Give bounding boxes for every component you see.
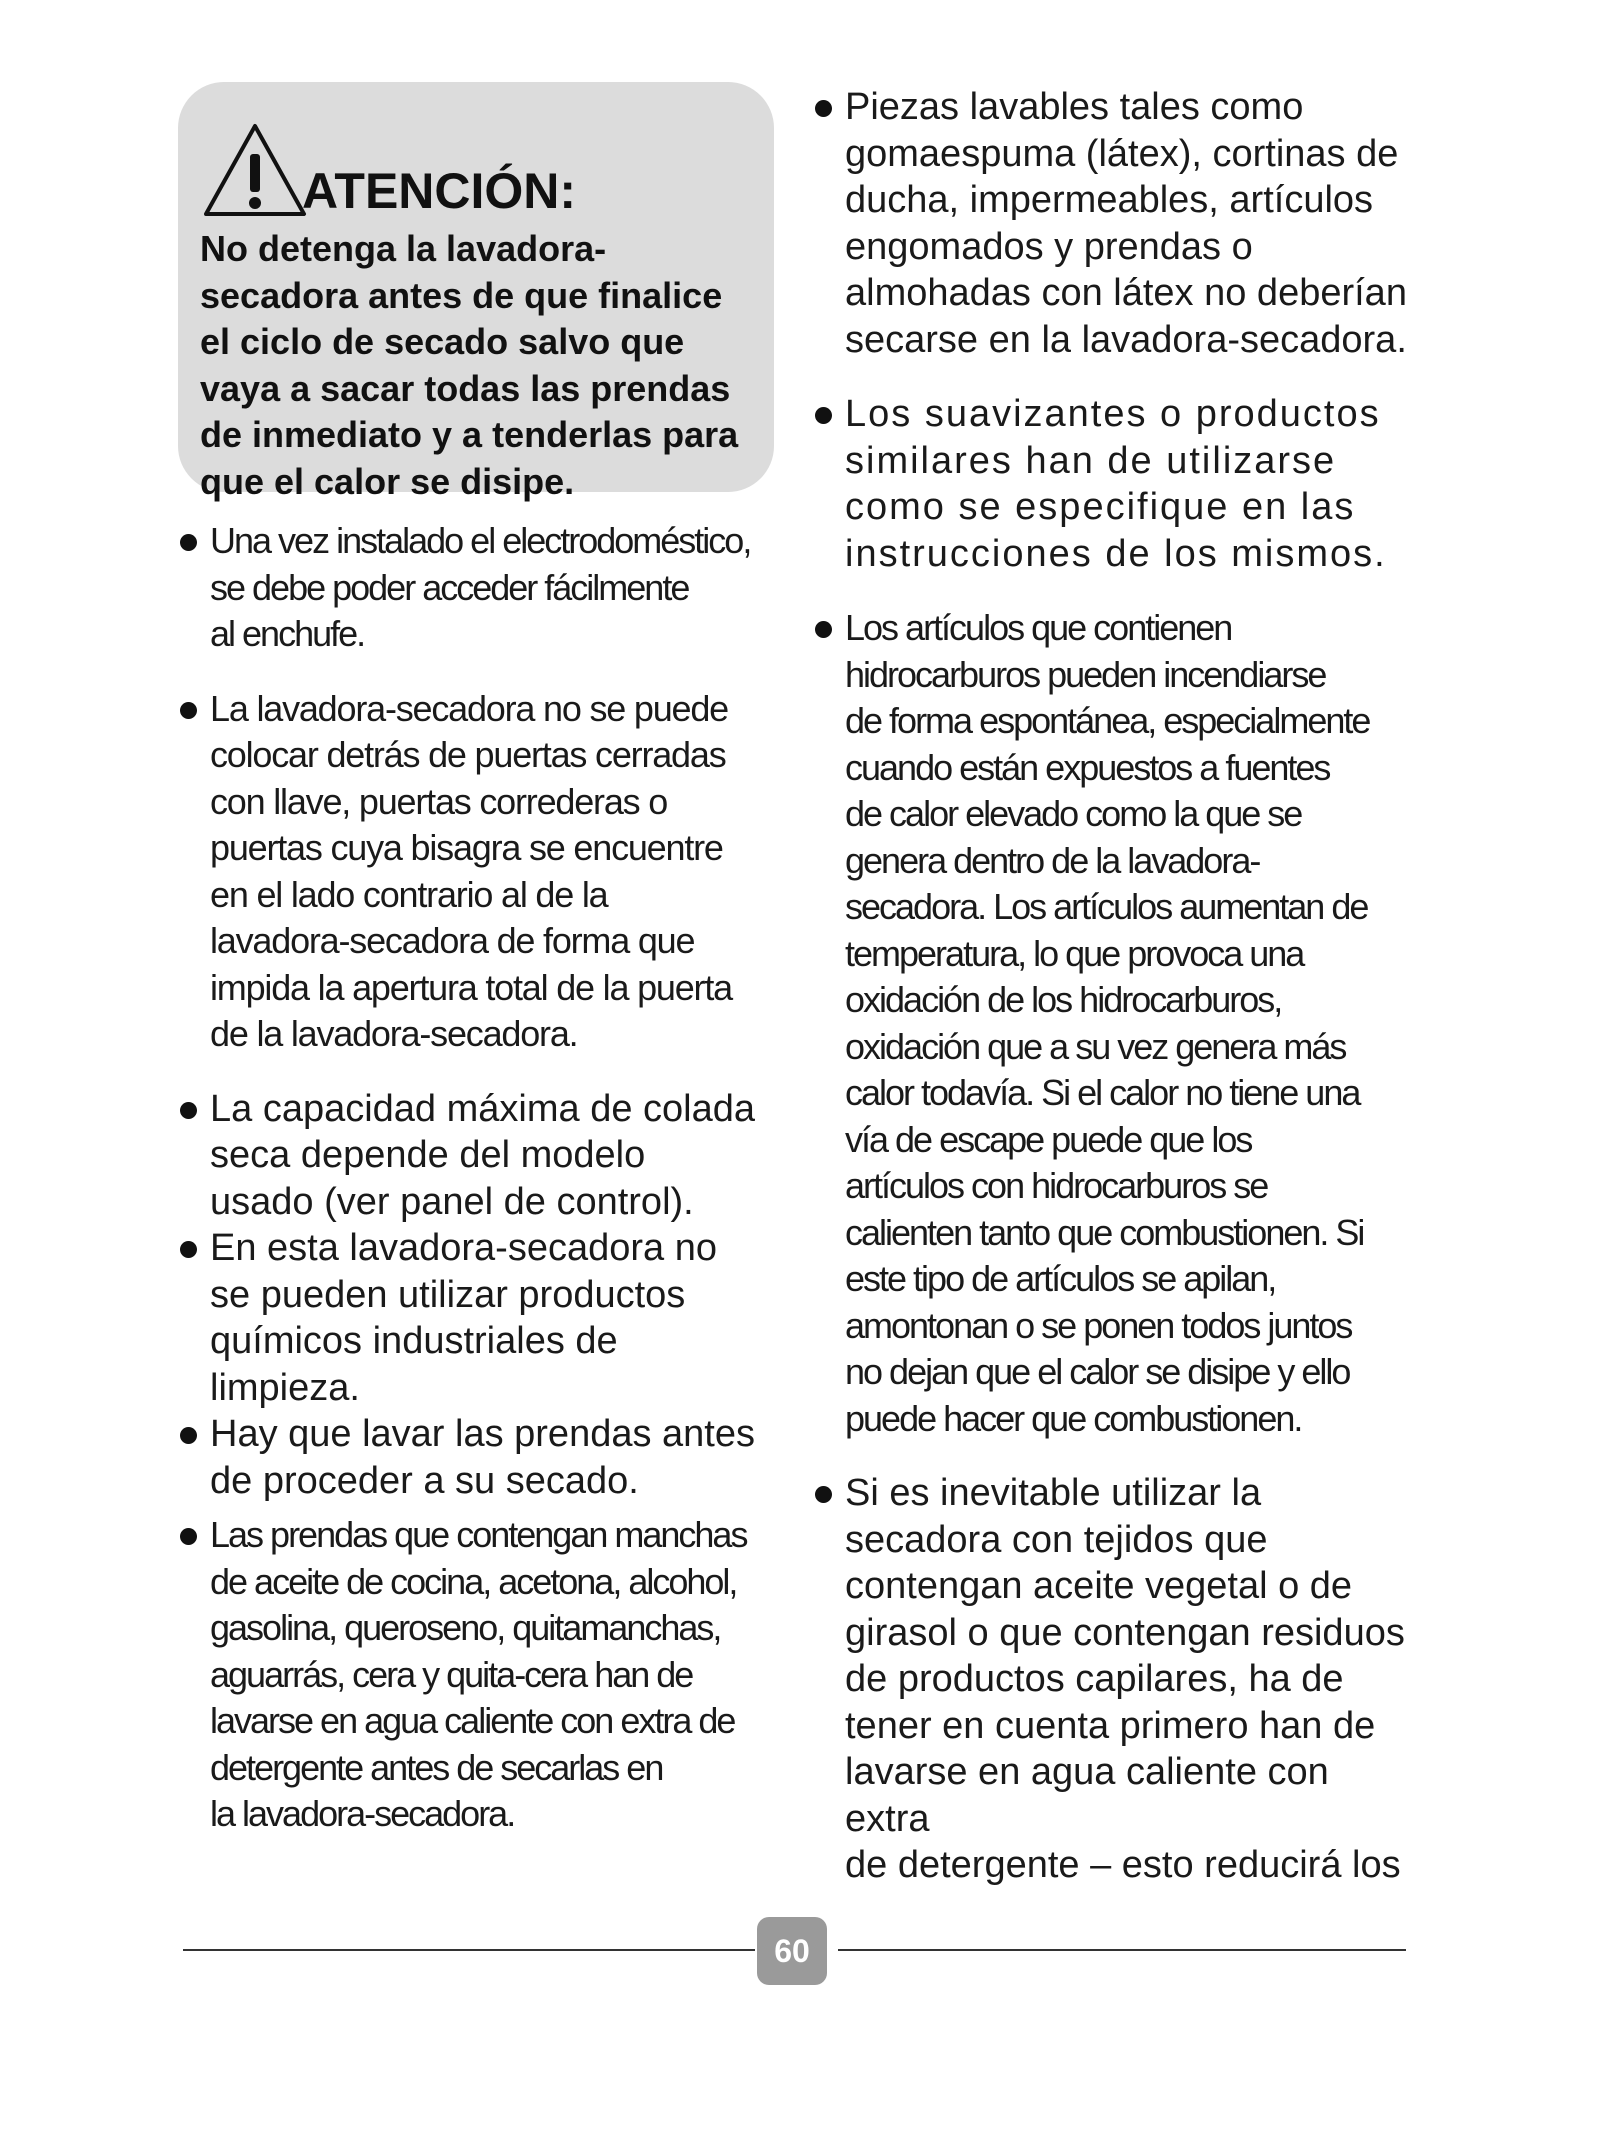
- list-item: [178, 1411, 778, 1504]
- bullet-icon: [180, 1427, 197, 1444]
- list-item-text: Una vez instalado el electrodoméstico, se debe poder acceder fácilmente al enchufe.: [210, 520, 751, 654]
- list-item: [178, 686, 778, 1058]
- list-item: [178, 1086, 778, 1226]
- warning-text: No detenga la lavadora- secadora antes de que finalice el ciclo de secado salvo que vaya a sacar todas las prendas de inmediato y a tenderlas para que el calor se disipe.: [200, 228, 739, 502]
- list-item-text: Los artículos que contienen hidrocarburos pueden incendiarse de forma espontánea, especialmente cuando están expuestos a fuentes de calor elevado como la que se genera dentro de la lavadora- secadora. Los artículos aumentan de temperatura, lo que provoca una oxidación de los hidrocarburos, oxidación que a su vez genera más calor todavía. Si el calor no tiene una vía de escape puede que los artículos con hidrocarburos se calienten tanto que combustionen. Si este tipo de artículos se apilan, amontonan o se ponen todos juntos no dejan que el calor se disipe y ello puede hacer que combustionen.: [845, 607, 1370, 1439]
- list-item: [178, 1225, 778, 1411]
- list-item-text: En esta lavadora-secadora no se pueden utilizar productos químicos industriales de limpieza.: [210, 1227, 717, 1409]
- list-item-text: Hay que lavar las prendas antes de proceder a su secado.: [210, 1413, 755, 1502]
- list-item: [813, 1470, 1423, 1889]
- warning-box: [178, 82, 774, 502]
- footer-divider-right: [838, 1949, 1406, 1951]
- list-item-text: Si es inevitable utilizar la secadora con tejidos que contengan aceite vegetal o de girasol o que contengan residuos de productos capilares, ha de tener en cuenta primero han de lavarse en agua caliente con extra de detergente – esto reducirá los: [845, 1472, 1405, 1886]
- list-item-text: Las prendas que contengan manchas de aceite de cocina, acetona, alcohol, gasolina, queroseno, quitamanchas, aguarrás, cera y quita-cera han de lavarse en agua caliente con extra de detergente antes de secarlas en la lavadora-secadora.: [210, 1514, 747, 1834]
- right-column: [813, 84, 1423, 1889]
- bullet-icon: [815, 100, 832, 117]
- bullet-icon: [180, 1102, 197, 1119]
- bullet-icon: [180, 534, 197, 551]
- list-item-text: La capacidad máxima de colada seca depende del modelo usado (ver panel de control).: [210, 1087, 756, 1223]
- bullet-icon: [815, 407, 832, 424]
- bullet-icon: [815, 1486, 832, 1503]
- list-item-text: Los suavizantes o productos similares han de utilizarse como se especifique en las instrucciones de los mismos.: [845, 393, 1387, 575]
- footer-divider-left: [183, 1949, 755, 1951]
- bullet-icon: [815, 621, 832, 638]
- list-item-text: Piezas lavables tales como gomaespuma (látex), cortinas de ducha, impermeables, artículos engomados y prendas o almohadas con látex no deberían secarse en la lavadora-secadora.: [845, 86, 1407, 361]
- list-item: [813, 605, 1423, 1442]
- bullet-icon: [180, 1528, 197, 1545]
- page-number-badge: 60: [757, 1917, 827, 1985]
- list-item: [178, 1512, 778, 1838]
- warning-header: [200, 110, 746, 220]
- list-item-text: La lavadora-secadora no se puede colocar detrás de puertas cerradas con llave, puertas correderas o puertas cuya bisagra se encuentre en el lado contrario al de la lavadora-secadora de forma que impida la apertura total de la puerta de la lavadora-secadora.: [210, 687, 732, 1054]
- list-item: [178, 518, 778, 658]
- list-item: [813, 391, 1423, 577]
- list-item: [813, 84, 1423, 363]
- left-column: [178, 518, 778, 1838]
- warning-triangle-icon: [200, 120, 310, 220]
- warning-title: ATENCIÓN:: [302, 163, 577, 219]
- bullet-icon: [180, 1241, 197, 1258]
- bullet-icon: [180, 702, 197, 719]
